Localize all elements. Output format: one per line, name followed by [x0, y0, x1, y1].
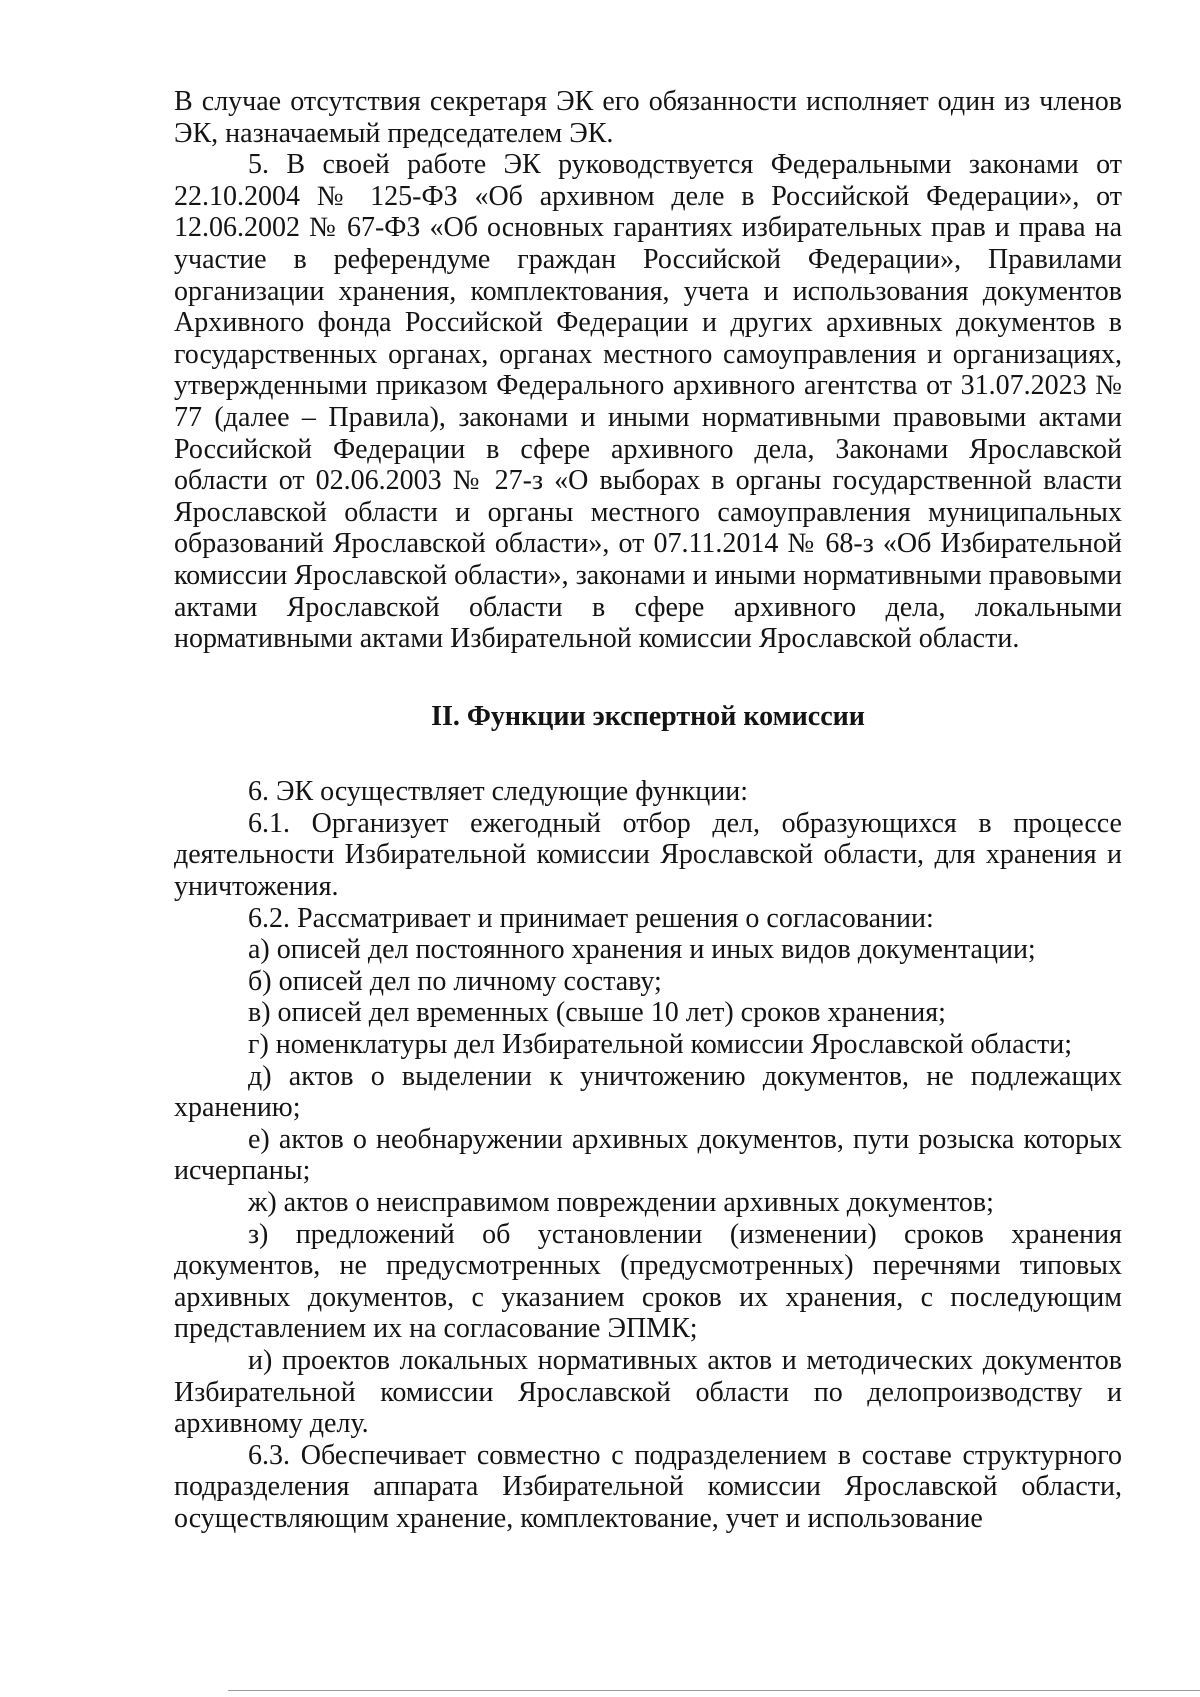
list-item-zh: ж) актов о неисправимом повреждении архивных документов; — [248, 1187, 994, 1218]
list-item-e: е) актов о необнаружении архивных документов, пути розыска которых исчерпаны; — [174, 1123, 1122, 1187]
list-item-b: б) описей дел по личному составу; — [248, 965, 662, 997]
paragraph-6-3: 6.3. Обеспечивает совместно с подразделением в составе структурного подразделения аппарата Избирательной комиссии Ярославской области, осуществляющим хранение, комплектование, учет и использование — [174, 1439, 1122, 1534]
bottom-scan-edge-line — [228, 1690, 1200, 1691]
list-item-g: г) номенклатуры дел Избирательной комиссии Ярославской области; — [248, 1029, 1072, 1061]
section-heading: II. Функции экспертной комиссии — [431, 700, 865, 732]
paragraph-5-legal-basis: 5. В своей работе ЭК руководствуется Федеральными законами от 22.10.2004 № 125-ФЗ «Об архивном деле в Российской Федерации», от 12.06.2002 № 67-ФЗ «Об основных гарантиях избирательных прав и права на участие в референдуме граждан Российской Федерации», Правилами организации хранения, комплектования, учета и использования документов Архивного фонда Российской Федерации и других архивных документов в государственных органах, органах местного самоуправления и организациях, утвержденными приказом Федерального архивного агентства от 31.07.2023 № 77 (далее – Правила), законами и иными нормативными правовыми актами Российской Федерации в сфере архивного дела, Законами Ярославской области от 02.06.2003 № 27-з «О выборах в органы государственной власти Ярославской области и органы местного самоуправления муниципальных образований Ярославской области», от 07.11.2014 № 68-з «Об Избирательной комиссии Ярославской области», законами и иными нормативными правовыми актами Ярославской области в сфере архивного дела, локальными нормативными актами Избирательной комиссии Ярославской области. — [174, 149, 1122, 655]
list-item-d: д) актов о выделении к уничтожению документов, не подлежащих хранению; — [174, 1060, 1122, 1124]
list-item-z: з) предложений об установлении (изменении) сроков хранения документов, не предусмотренных (предусмотренных) перечнями типовых архивных документов, с указанием сроков их хранения, с последующим представлением их на согласование ЭПМК; — [174, 1218, 1122, 1345]
list-item-a: а) описей дел постоянного хранения и иных видов документации; — [248, 934, 1036, 966]
paragraph-secretary-absence: В случае отсутствия секретаря ЭК его обязанности исполняет один из членов ЭК, назначаемый председателем ЭК. — [174, 86, 1122, 149]
document-body — [174, 86, 1122, 1535]
list-item-i: и) проектов локальных нормативных актов и методических документов Избирательной комиссии Ярославской области по делопроизводству и архивному делу. — [174, 1344, 1122, 1440]
paragraph-6-2: 6.2. Рассматривает и принимает решения о согласовании: — [248, 902, 934, 934]
paragraph-6-1: 6.1. Организует ежегодный отбор дел, образующихся в процессе деятельности Избирательной комиссии Ярославской области, для хранения и уничтожения. — [174, 807, 1122, 903]
paragraph-6: 6. ЭК осуществляет следующие функции: — [248, 776, 748, 808]
list-item-v: в) описей дел временных (свыше 10 лет) сроков хранения; — [248, 997, 946, 1029]
